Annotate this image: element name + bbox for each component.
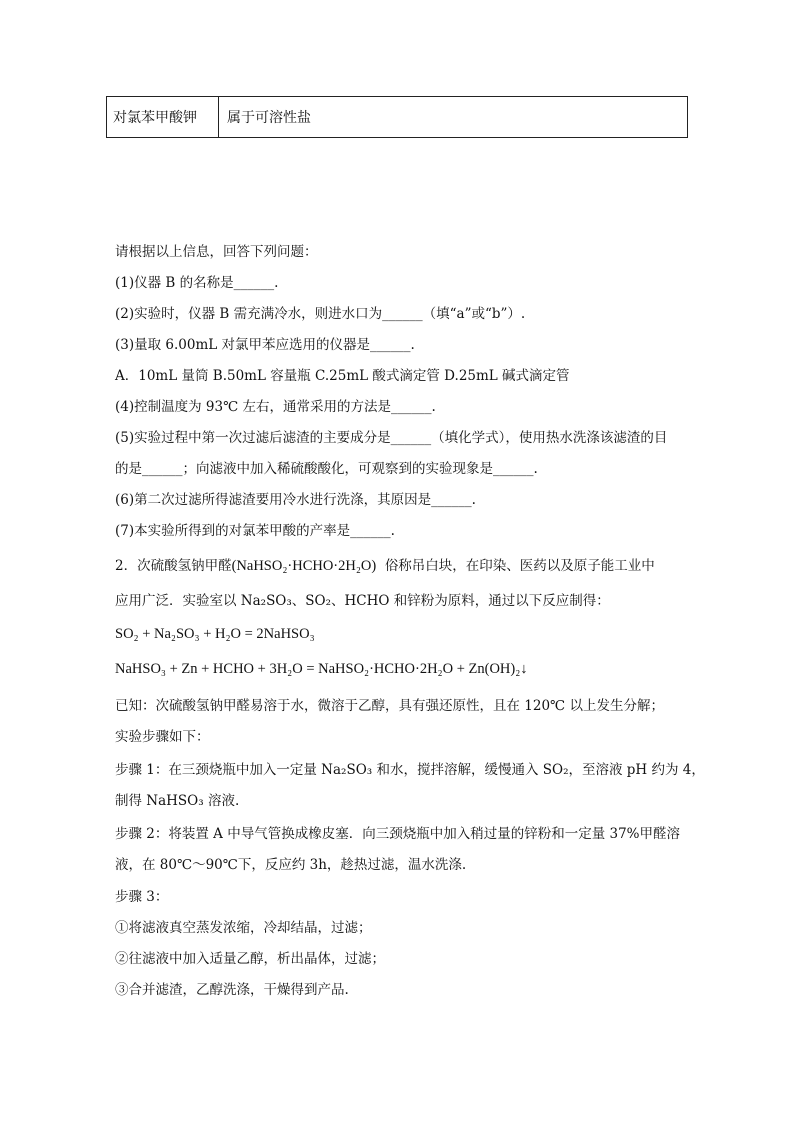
q2-step3: 步骤 3： bbox=[115, 889, 169, 905]
q1-part7: (7)本实验所得到的对氯苯甲酸的产率是______. bbox=[115, 523, 395, 539]
q1-part4: (4)控制温度为 93℃ 左右，通常采用的方法是______. bbox=[115, 399, 436, 415]
q2-line1-pre: 2．次硫酸氢钠甲醛 bbox=[115, 558, 232, 574]
q2-line1-post: 俗称吊白块，在印染、医药以及原子能工业中 bbox=[384, 558, 655, 574]
q2-line2: 应用广泛．实验室以 Na₂SO₃、SO₂、HCHO 和锌粉为原料，通过以下反应制得： bbox=[115, 593, 610, 609]
q2-step1-line2: 制得 NaHSO₃ 溶液. bbox=[115, 793, 240, 809]
q1-intro: 请根据以上信息，回答下列问题： bbox=[115, 244, 318, 260]
q1-part5-line2: 的是______；向滤液中加入稀硫酸酸化，可观察到的实验现象是______. bbox=[115, 461, 538, 477]
q2-step1-line1: 步骤 1：在三颈烧瓶中加入一定量 Na₂SO₃ 和水，搅拌溶解，缓慢通入 SO₂，至溶液 pH 约为 4， bbox=[115, 762, 705, 778]
table-cell-compound: 对氯苯甲酸钾 bbox=[107, 97, 219, 137]
q2-step3-item2: ②往滤液中加入适量乙醇，析出晶体，过滤； bbox=[115, 951, 385, 967]
q2-equation-2: NaHSO₃ + Zn + HCHO + 3H₂O = NaHSO₂·HCHO·2H₂O + Zn(OH)₂↓ bbox=[115, 661, 528, 677]
q2-line1 bbox=[115, 556, 655, 576]
q2-step2-line1: 步骤 2：将装置 A 中导气管换成橡皮塞．向三颈烧瓶中加入稍过量的锌粉和一定量 37%甲醛溶 bbox=[115, 826, 681, 842]
q2-equation-1: SO₂ + Na₂SO₃ + H₂O = 2NaHSO₃ bbox=[115, 626, 315, 642]
q2-step2-line2: 液，在 80℃～90℃下，反应约 3h，趁热过滤，温水洗涤. bbox=[115, 857, 467, 873]
q2-formula: (NaHSO₂·HCHO·2H₂O) bbox=[231, 558, 377, 574]
q2-known: 已知：次硫酸氢钠甲醛易溶于水，微溶于乙醇，具有强还原性，且在 120℃ 以上发生分解； bbox=[115, 698, 664, 714]
q1-part3: (3)量取 6.00mL 对氯甲苯应选用的仪器是______. bbox=[115, 337, 415, 353]
q1-part3-options: A．10mL 量筒 B.50mL 容量瓶 C.25mL 酸式滴定管 D.25mL 碱式滴定管 bbox=[115, 368, 570, 384]
q2-steps-intro: 实验步骤如下： bbox=[115, 729, 210, 745]
q1-part1: (1)仪器 B 的名称是______. bbox=[115, 275, 279, 291]
data-table bbox=[106, 96, 688, 138]
q1-part2: (2)实验时，仪器 B 需充满冷水，则进水口为______（填“a”或“b”）. bbox=[115, 306, 526, 322]
q1-part5-line1: (5)实验过程中第一次过滤后滤渣的主要成分是______（填化学式），使用热水洗涤该滤渣的目 bbox=[115, 430, 668, 446]
q2-step3-item1: ①将滤液真空蒸发浓缩，冷却结晶，过滤； bbox=[115, 920, 372, 936]
q1-part6: (6)第二次过滤所得滤渣要用冷水进行洗涤，其原因是______. bbox=[115, 492, 476, 508]
table-cell-property: 属于可溶性盐 bbox=[227, 110, 311, 126]
q2-step3-item3: ③合并滤渣，乙醇洗涤，干燥得到产品. bbox=[115, 982, 349, 998]
